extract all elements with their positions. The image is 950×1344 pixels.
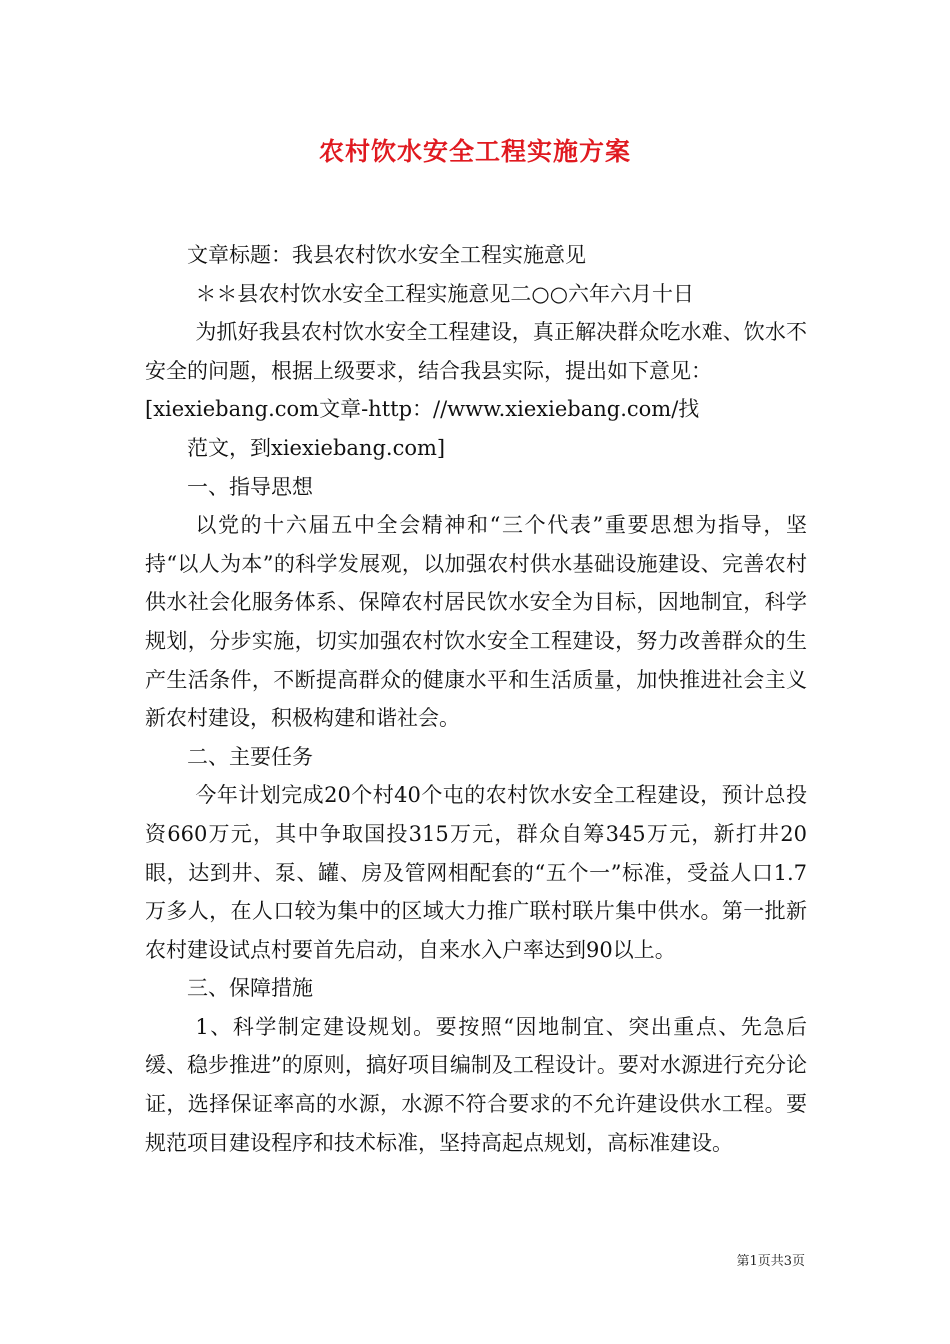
main-tasks-paragraph: 今年计划完成20个村40个屯的农村饮水安全工程建设，预计总投资660万元，其中争取国投315万元，群众自筹345万元，新打井20眼，达到井、泵、罐、房及管网相配套的“五个一”标准，受益人口1.7万多人，在人口较为集中的区域大力推广联村联片集中供水。第一批新农村建设试点村要首先启动，自来水入户率达到90以上。 [145, 783, 807, 962]
intro-paragraph: 为抓好我县农村饮水安全工程建设，真正解决群众吃水难、饮水不安全的问题，根据上级要求，结合我县实际，提出如下意见： [145, 320, 807, 383]
source-link-line: [xiexiebang.com文章-http：//www.xiexiebang.com/找 [145, 397, 700, 422]
page-number-footer: 第1页共3页 [736, 1254, 805, 1269]
document-body [145, 236, 807, 1162]
safeguards-paragraph: 1、科学制定建设规划。要按照“因地制宜、突出重点、先急后缓、稳步推进”的原则，搞好项目编制及工程设计。要对水源进行充分论证，选择保证率高的水源，水源不符合要求的不允许建设供水工程。要规范项目建设程序和技术标准，坚持高起点规划，高标准建设。 [145, 1014, 807, 1155]
article-heading-line: 文章标题：我县农村饮水安全工程实施意见 [187, 243, 586, 267]
section-heading-main-tasks: 二、主要任务 [187, 744, 313, 769]
document-title: 农村饮水安全工程实施方案 [318, 137, 631, 166]
subtitle-date-line: ＊＊县农村饮水安全工程实施意见二○○六年六月十日 [195, 281, 695, 306]
guiding-ideology-paragraph: 以党的十六届五中全会精神和“三个代表”重要思想为指导，坚持“以人为本”的科学发展观，以加强农村供水基础设施建设、完善农村供水社会化服务体系、保障农村居民饮水安全为目标，因地制宜，科学规划，分步实施，切实加强农村饮水安全工程建设，努力改善群众的生产生活条件，不断提高群众的健康水平和生活质量，加快推进社会主义新农村建设，积极构建和谐社会。 [145, 513, 807, 731]
section-heading-safeguards: 三、保障措施 [187, 976, 313, 1001]
source-link-line-continued: 范文，到xiexiebang.com] [187, 435, 446, 460]
section-heading-guiding-ideology: 一、指导思想 [187, 474, 313, 499]
